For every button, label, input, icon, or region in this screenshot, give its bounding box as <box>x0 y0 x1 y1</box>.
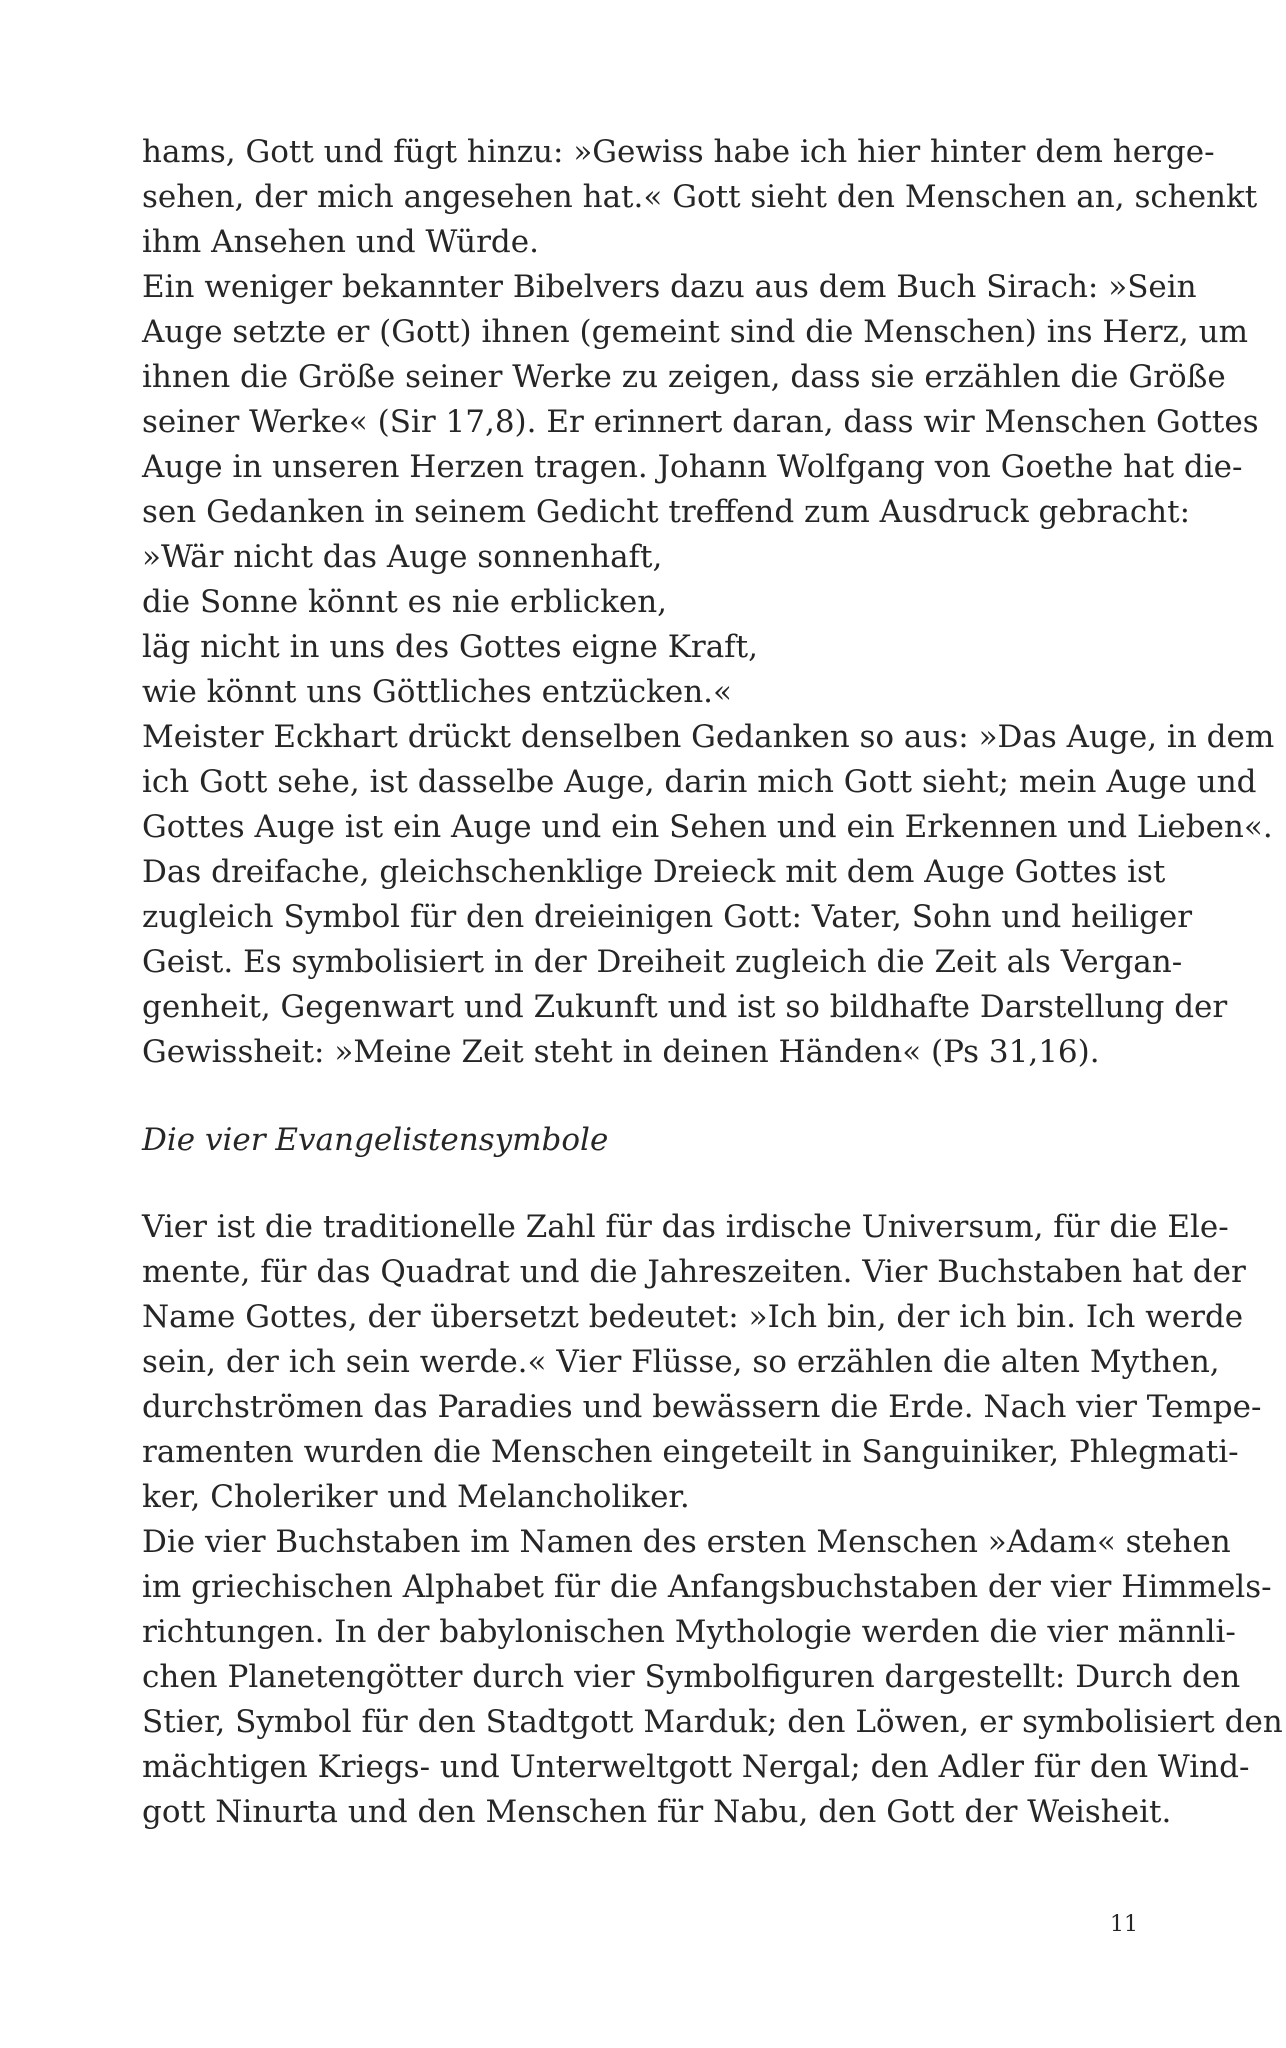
text-line: ramenten wurden die Menschen eingeteilt in Sanguiniker, Phlegmati- <box>142 1434 1239 1470</box>
text-line: ich Gott sehe, ist dasselbe Auge, darin mich Gott sieht; mein Auge und <box>142 764 1257 800</box>
text-line: Ein weniger bekannter Bibelvers dazu aus dem Buch Sirach: »Sein <box>142 269 1197 305</box>
text-block-upper <box>142 130 1275 1075</box>
text-line: Vier ist die traditionelle Zahl für das irdische Universum, für die Ele- <box>142 1209 1229 1245</box>
text-line: seiner Werke« (Sir 17,8). Er erinnert daran, dass wir Menschen Gottes <box>142 404 1259 440</box>
text-line: Das dreifache, gleichschenklige Dreieck mit dem Auge Gottes ist <box>142 854 1166 890</box>
text-line: chen Planetengötter durch vier Symbolfiguren dargestellt: Durch den <box>142 1659 1241 1695</box>
text-line: Stier, Symbol für den Stadtgott Marduk; den Löwen, er symbolisiert den <box>142 1704 1283 1740</box>
text-line: Gottes Auge ist ein Auge und ein Sehen und ein Erkennen und Lieben«. <box>142 809 1273 845</box>
text-block-lower <box>142 1205 1283 1835</box>
paragraph <box>142 715 1275 1075</box>
paragraph <box>142 130 1258 265</box>
text-line: sein, der ich sein werde.« Vier Flüsse, so erzählen die alten Mythen, <box>142 1344 1220 1380</box>
text-line: Geist. Es symbolisiert in der Dreiheit zugleich die Zeit als Vergan- <box>142 944 1183 980</box>
text-line: sehen, der mich angesehen hat.« Gott sieht den Menschen an, schenkt <box>142 179 1258 215</box>
text-line: durchströmen das Paradies und bewässern die Erde. Nach vier Tempe- <box>142 1389 1262 1425</box>
verse-line: »Wär nicht das Auge sonnenhaft, <box>142 539 663 575</box>
text-line: ker, Choleriker und Melancholiker. <box>142 1479 690 1515</box>
verse-line: die Sonne könnt es nie erblicken, <box>142 584 668 620</box>
text-line: Auge setzte er (Gott) ihnen (gemeint sind die Menschen) ins Herz, um <box>142 314 1248 350</box>
text-line: Auge in unseren Herzen tragen. Johann Wolfgang von Goethe hat die- <box>142 449 1243 485</box>
text-line: Gewissheit: »Meine Zeit steht in deinen Händen« (Ps 31,16). <box>142 1034 1100 1070</box>
verse-line: läg nicht in uns des Gottes eigne Kraft, <box>142 629 758 665</box>
text-line: zugleich Symbol für den dreieinigen Gott: Vater, Sohn und heiliger <box>142 899 1193 935</box>
text-line: Meister Eckhart drückt denselben Gedanken so aus: »Das Auge, in dem <box>142 719 1275 755</box>
text-line: richtungen. In der babylonischen Mythologie werden die vier männli- <box>142 1614 1236 1650</box>
page-number: 11 <box>1110 1912 1138 1937</box>
text-line: im griechischen Alphabet für die Anfangsbuchstaben der vier Himmels- <box>142 1569 1272 1605</box>
verse-line: wie könnt uns Göttliches entzücken.« <box>142 674 732 710</box>
paragraph <box>142 265 1259 535</box>
paragraph <box>142 1520 1283 1835</box>
text-line: sen Gedanken in seinem Gedicht treffend zum Ausdruck gebracht: <box>142 494 1191 530</box>
text-line: hams, Gott und fügt hinzu: »Gewiss habe ich hier hinter dem herge- <box>142 134 1215 170</box>
paragraph <box>142 1205 1262 1520</box>
section-heading: Die vier Evangelistensymbole <box>142 1122 609 1158</box>
text-line: ihnen die Größe seiner Werke zu zeigen, dass sie erzählen die Größe <box>142 359 1226 395</box>
text-line: Die vier Buchstaben im Namen des ersten Menschen »Adam« stehen <box>142 1524 1231 1560</box>
text-line: genheit, Gegenwart und Zukunft und ist so bildhafte Darstellung der <box>142 989 1228 1025</box>
text-line: mächtigen Kriegs- und Unterweltgott Nergal; den Adler für den Wind- <box>142 1749 1250 1785</box>
text-line: ihm Ansehen und Würde. <box>142 224 539 260</box>
text-line: Name Gottes, der übersetzt bedeutet: »Ich bin, der ich bin. Ich werde <box>142 1299 1244 1335</box>
text-line: mente, für das Quadrat und die Jahreszeiten. Vier Buchstaben hat der <box>142 1254 1246 1290</box>
text-line: gott Ninurta und den Menschen für Nabu, den Gott der Weisheit. <box>142 1794 1172 1830</box>
goethe-verse <box>142 535 1128 715</box>
